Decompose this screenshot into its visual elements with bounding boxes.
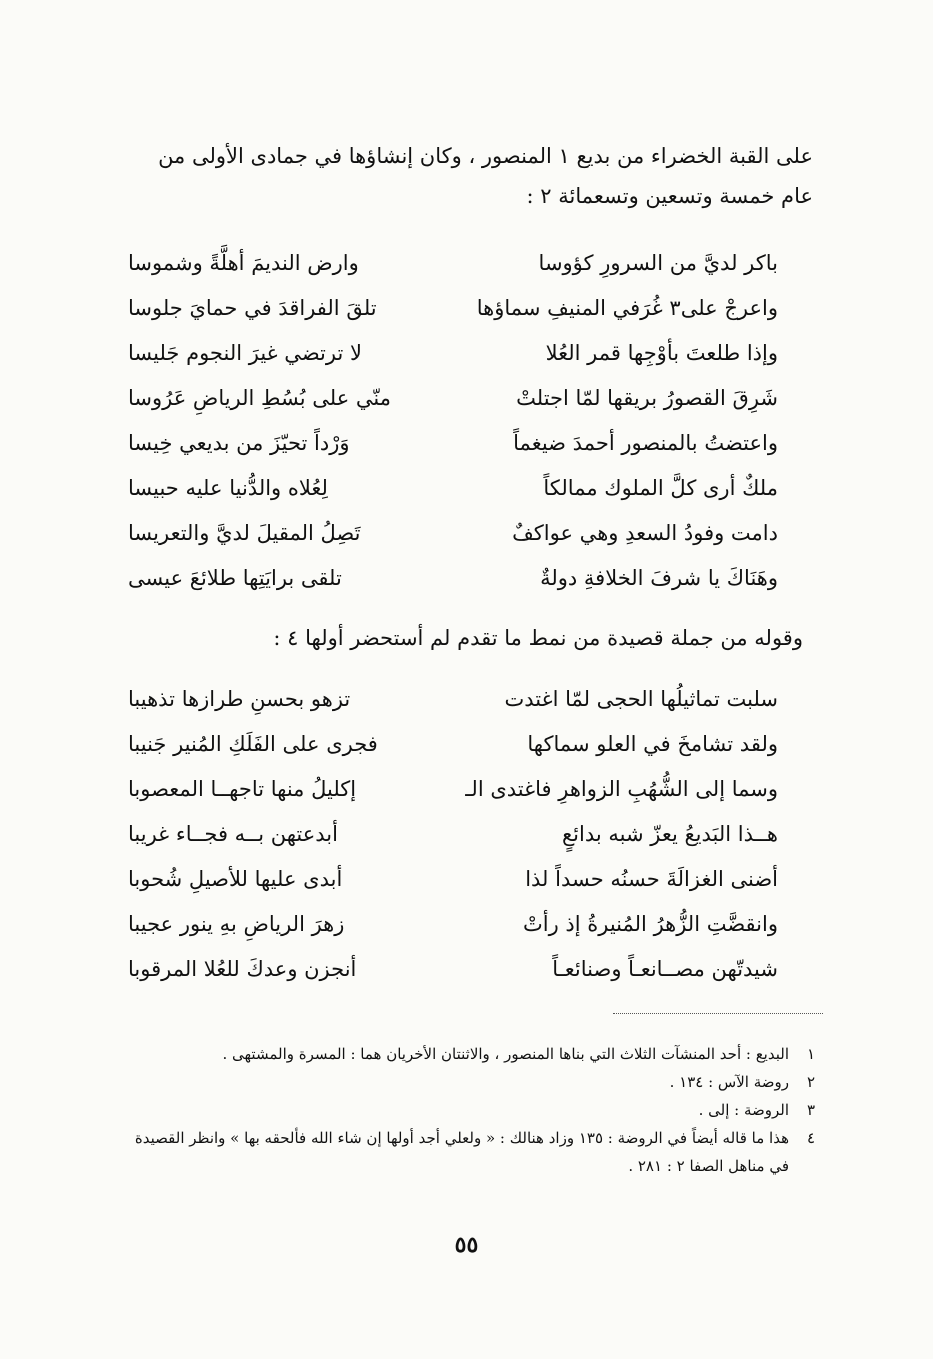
verse (128, 465, 778, 510)
verse-first-hemistich: ولقد تشامخَ في العلو سماكها (527, 731, 778, 756)
footnote-text: الروضة : إلى . (698, 1101, 789, 1119)
verse-second-hemistich: أنجزن وعدكَ للعُلا المرقوبا (128, 956, 357, 981)
verse-first-hemistich: وانقضَّتِ الزُّهرُ المُنيرةُ إذ رأتْ (522, 911, 778, 936)
footnote-number: ٢ (806, 1073, 815, 1091)
verse (128, 510, 778, 555)
footnotes (115, 1040, 815, 1180)
verse (128, 330, 778, 375)
verse-second-hemistich: أبدعتهن بــه فجــاء غريبا (128, 821, 338, 846)
poem-1 (128, 240, 778, 600)
verse (128, 285, 778, 330)
poem-2 (128, 676, 778, 991)
verse-second-hemistich: لا ترتضي غيرَ النجوم جَليسا (128, 340, 362, 365)
footnote-text: روضة الآس : ١٣٤ . (669, 1073, 789, 1091)
verse-second-hemistich: تَصِلُ المقيلَ لديَّ والتعريسا (128, 520, 361, 545)
verse-second-hemistich: تلقَ الفراقدَ في حمايَ جلوسا (128, 295, 377, 320)
verse-first-hemistich: شيدتّهن مصــانعـاً وصنائعـاً (552, 956, 778, 981)
verse-second-hemistich: وارض النديمَ أهلَّةً وشموسا (128, 250, 359, 275)
verse-second-hemistich: أبدى عليها للأصيلِ شُحوبا (128, 866, 343, 891)
verse (128, 420, 778, 465)
verse-second-hemistich: إكليلُ منها تاجهــا المعصوبا (128, 776, 357, 801)
verse (128, 375, 778, 420)
verse (128, 766, 778, 811)
verse (128, 946, 778, 991)
verse-first-hemistich: أضنى الغزالَةَ حسنُه حسداً لذا (525, 866, 778, 891)
verse-first-hemistich: هــذا البَديعُ يعزّ شبه بدائعٍ (561, 821, 778, 846)
verse-second-hemistich: تلقى برايَتِها طلائعَ عيسى (128, 565, 342, 590)
footnote-number: ٣ (806, 1101, 815, 1119)
verse-second-hemistich: منّي على بُسُطِ الرياضِ عَرُوسا (128, 385, 391, 410)
verse-first-hemistich: شَرِقَ القصورُ بريقها لمّا اجتلتْ (516, 385, 778, 410)
verse (128, 676, 778, 721)
page-number: ٥٥ (454, 1232, 479, 1258)
poem-2-introduction: وقوله من جملة قصيدة من نمط ما تقدم لم أستحضر أولها ٤ : (273, 626, 803, 650)
footnote (115, 1040, 815, 1068)
intro-line-2: عام خمسة وتسعين وتسعمائة ٢ : (526, 184, 813, 208)
verse (128, 811, 778, 856)
verse-first-hemistich: وهَنَاكَ يا شرفَ الخلافةِ دولةٌ (540, 565, 778, 590)
footnote (115, 1068, 815, 1096)
verse-first-hemistich: واعرجْ على٣ غُرَفي المنيفِ سماؤها (476, 295, 778, 320)
verse-first-hemistich: دامت وفودُ السعدِ وهي عواكفٌ (512, 520, 778, 545)
verse-first-hemistich: ملكٌ أرى كلَّ الملوك ممالكاً (543, 475, 778, 500)
verse (128, 901, 778, 946)
footnote-text: هذا ما قاله أيضاً في الروضة : ١٣٥ وزاد هنالك : « ولعلي أجد أولها إن شاء الله فألحقه بها » وانظر القصيدة في مناهل الصفا ٢ : ٢٨١ . (134, 1129, 789, 1175)
verse (128, 240, 778, 285)
verse-second-hemistich: فجرى على الفَلَكِ المُنير جَنيبا (128, 731, 378, 756)
verse-first-hemistich: وسما إلى الشُّهُبِ الزواهرِ فاغتدى الـ (465, 776, 778, 801)
footnote-number: ١ (806, 1045, 815, 1063)
verse-second-hemistich: وَرْداً تحيّزَ من بديعي خِيسا (128, 430, 350, 455)
footnote (115, 1096, 815, 1124)
footnote-text: البديع : أحد المنشآت الثلاث التي بناها المنصور ، والاثنتان الأخريان هما : المسرة والمشتهى . (222, 1045, 789, 1063)
verse-first-hemistich: باكر لديَّ من السرورِ كؤوسا (538, 250, 778, 275)
footnote-number: ٤ (806, 1129, 815, 1147)
verse-second-hemistich: زهرَ الرياضِ بهِ ينور عجيبا (128, 911, 345, 936)
footnote (115, 1124, 815, 1180)
verse (128, 856, 778, 901)
verse-first-hemistich: واعتضتُ بالمنصور أحمدَ ضيغماً (513, 430, 778, 455)
intro-paragraph (113, 136, 813, 216)
verse-first-hemistich: سلبت تماثيلُها الحجى لمّا اغتدت (504, 686, 778, 711)
verse (128, 555, 778, 600)
verse-second-hemistich: لِعُلاه والدُّنيا عليه حبيسا (128, 475, 328, 500)
intro-line-1: على القبة الخضراء من بديع ١ المنصور ، وكان إنشاؤها في جمادى الأولى من (158, 144, 813, 168)
verse-first-hemistich: وإذا طلعتَ بأوْجِها قمر العُلا (545, 340, 778, 365)
verse (128, 721, 778, 766)
footnote-separator (613, 1013, 823, 1014)
verse-second-hemistich: تزهو بحسنِ طرازها تذهيبا (128, 686, 351, 711)
